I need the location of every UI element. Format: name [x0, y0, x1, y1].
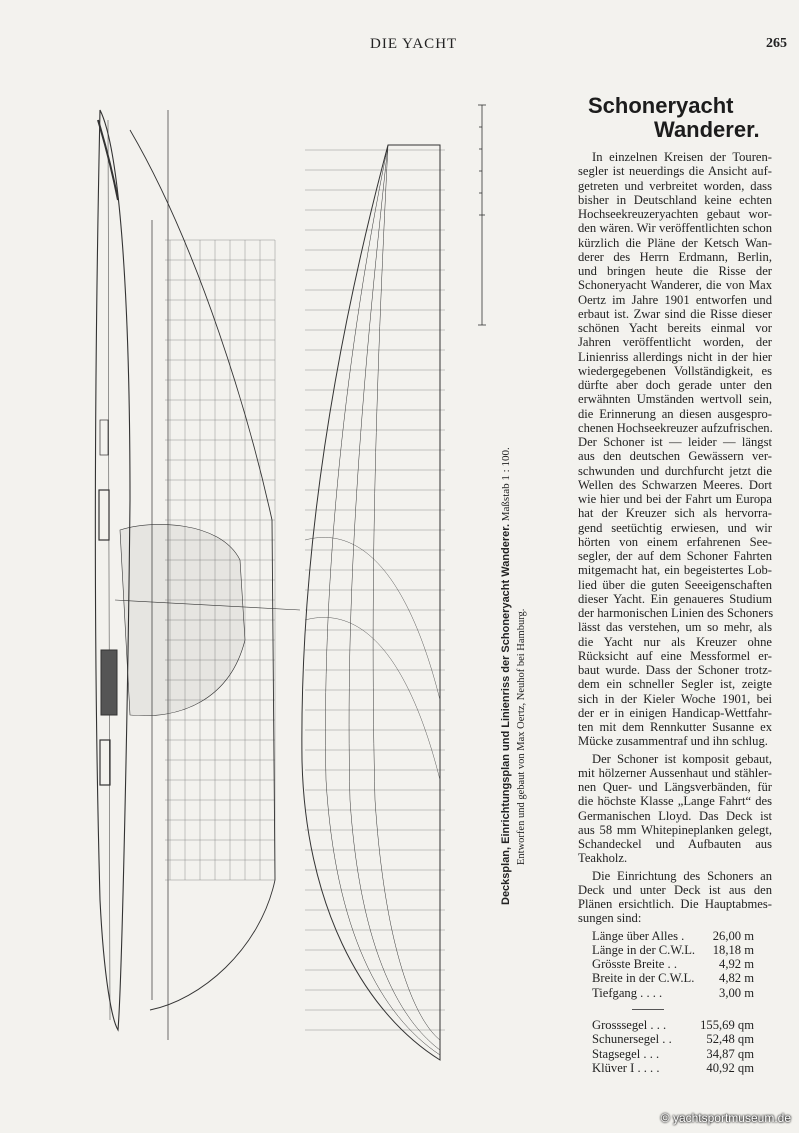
row-value: 155,69 qm — [700, 1017, 754, 1032]
row-value: 3,00 m — [719, 985, 754, 1000]
text-line: Plänen ersichtlich. Die Hauptabmes- — [578, 897, 772, 911]
text-line: sich in der Kieler Woche 1901, bei — [578, 691, 772, 706]
text-line: ten mit dem Rennkutter Susanne ex — [578, 720, 772, 734]
text-line: segler ist neuerdings die Ansicht auf- — [578, 164, 772, 179]
sails-row — [592, 1018, 754, 1032]
text-line: dieser Yacht. Ein genaueres Studium — [578, 591, 772, 606]
row-value: 52,48 qm — [706, 1032, 754, 1047]
row-label: Breite in der C.W.L. — [592, 971, 695, 986]
text-line: Der Schoner ist komposit gebaut, — [592, 751, 772, 766]
sails-row — [592, 1047, 754, 1061]
text-line: gend seetüchtig erwiesen, und wir — [578, 520, 772, 535]
text-line: hörten von einem erfahrenen See- — [578, 534, 772, 549]
paragraph — [578, 869, 772, 926]
text-line: Hochseekreuzeryachten gebaut wor- — [578, 207, 772, 221]
text-line: Schandeckel und Aufbauten aus — [578, 837, 772, 851]
dimensions-row — [592, 957, 754, 971]
text-line: hat der Kreuzer sich als hervorra- — [578, 506, 772, 521]
row-value: 40,92 qm — [706, 1060, 754, 1075]
text-line: kürzlich die Pläne der Ketsch Wan- — [578, 235, 772, 250]
text-line: die Erinnerung an diesen ausgespro- — [578, 406, 772, 421]
text-line: und bringen heute die Risse der — [578, 264, 772, 278]
caption-credit: Entworfen und gebaut von Max Oertz, Neuhof bei Hamburg. — [516, 608, 527, 865]
text-line: Rücksicht auf eine Messformel er- — [578, 648, 772, 663]
text-line: bisher in Deutschland keine echten — [578, 192, 772, 207]
text-line: Deck und unter Deck ist aus den — [578, 882, 772, 897]
text-line: segler, der auf dem Schoner Fahrten — [578, 549, 772, 563]
paragraph — [578, 150, 772, 749]
text-line: lässt das verstehen, um so mehr, als — [578, 620, 772, 635]
text-line: aus 58 mm Whitepineplanken gelegt, — [578, 822, 772, 837]
text-line: erwähnten Umständen wertvoll sein, — [578, 392, 772, 407]
text-line: Oertz im Jahre 1901 entworfen und — [578, 292, 772, 307]
row-value: 34,87 qm — [706, 1046, 754, 1061]
text-line: aus den deutschen Gewässern ver- — [578, 449, 772, 464]
row-label: Grosssegel . . . — [592, 1017, 667, 1032]
text-line: Teakholz. — [578, 851, 628, 866]
scale-bar — [478, 105, 486, 325]
text-line: dem ein schneller Segler ist, zeigte — [578, 677, 772, 692]
text-line: Linienriss allerdings nicht in der hier — [578, 349, 772, 364]
half-breadth-outline — [302, 145, 440, 1060]
row-value: 4,82 m — [719, 971, 754, 986]
sails-row — [592, 1032, 754, 1046]
running-title: DIE YACHT — [370, 36, 458, 52]
sails-row — [592, 1061, 754, 1075]
text-line: sungen sind: — [578, 911, 642, 926]
row-label: Tiefgang . . . . — [592, 985, 663, 1000]
text-line: Germanischen Lloyd. Das Deck ist — [578, 808, 772, 823]
article-column — [578, 150, 772, 1075]
caption-scale: Maßstab 1 : 100. — [500, 447, 512, 522]
text-line: getreten und verbreitet worden, dass — [578, 178, 772, 193]
text-line: In einzelnen Kreisen der Touren- — [592, 150, 772, 164]
text-line: Schoneryacht Wanderer, die von Max — [578, 278, 772, 293]
text-line: mit hölzerner Aussenhaut und stähler- — [578, 765, 772, 780]
text-line: dürfte aber doch gerade unter den — [578, 378, 772, 392]
row-label: Stagsegel . . . — [592, 1046, 660, 1061]
row-label: Schunersegel . . — [592, 1032, 672, 1047]
figure-caption — [500, 385, 528, 905]
text-line: lied über die guten Seeeigenschaften — [578, 577, 772, 592]
body-plan — [120, 524, 245, 715]
dimensions-row — [592, 929, 754, 943]
text-line: der er in einigen Handicap-Wettfahr- — [578, 705, 772, 720]
article-body — [578, 150, 772, 926]
text-line: der harmonischen Linien des Schoners — [578, 606, 774, 620]
text-line: den wären. Wir veröffentlichten schon — [578, 221, 772, 236]
text-line: nen Quer- und Längsverbänden, für — [578, 780, 772, 794]
text-line: mitgemacht hat, ein begeistertes Lob- — [578, 563, 772, 578]
text-line: chenen Hochseekreuzer aufzufrischen. — [578, 420, 773, 435]
text-line: Mücke zusammentraf und ihn schlug. — [578, 734, 768, 749]
article-title-line2: Wanderer. — [654, 117, 760, 142]
article-title-line1: Schoneryacht — [588, 93, 734, 118]
row-value: 26,00 m — [712, 928, 754, 943]
dimensions-row — [592, 971, 754, 985]
text-line: Jahren veröffentlicht worden, der — [578, 335, 772, 350]
text-line: wiedergegebenen Vollständigkeit, es — [578, 363, 772, 378]
page-number: 265 — [766, 36, 787, 51]
row-value: 18,18 m — [712, 942, 754, 957]
watermark: © yachtsportmuseum.de — [660, 1111, 791, 1125]
text-line: die höchste Klasse „Lange Fahrt“ des — [578, 794, 772, 809]
hatch — [100, 420, 108, 455]
row-label: Grösste Breite . . — [592, 957, 677, 972]
text-line: Der Schoner ist — leider — längst — [578, 435, 772, 449]
row-label: Länge über Alles . — [592, 928, 685, 943]
row-label: Länge in der C.W.L. — [592, 942, 696, 957]
text-line: schönen Yacht bereits einmal vor — [578, 321, 772, 335]
text-line: wie hier und bei der Fahrt um Europa — [578, 492, 772, 506]
paragraph — [578, 752, 772, 866]
deckhouse — [99, 490, 109, 540]
dimensions-row — [592, 986, 754, 1000]
text-line: Wellen des Schwarzen Meeres. Dort — [578, 477, 772, 492]
text-line: die Yacht nur als Kreuzer ohne — [578, 634, 772, 649]
text-line: baut wurde. Dass der Schoner trotz- — [578, 663, 772, 677]
caption-title: Decksplan, Einrichtungsplan und Linienriss der Schoneryacht Wanderer. — [500, 523, 512, 905]
text-line: schwunden und durchfurcht jetzt die — [578, 463, 772, 478]
dimensions-row — [592, 943, 754, 957]
dimensions-table — [592, 929, 772, 1076]
text-line: Die Einrichtung des Schoners an — [592, 868, 772, 883]
table-divider — [632, 1009, 664, 1010]
row-value: 4,92 m — [719, 957, 754, 972]
row-label: Klüver I . . . . — [592, 1060, 660, 1075]
text-line: derer des Herrn Erdmann, Berlin, — [578, 249, 772, 264]
text-line: erbaut ist. Zwar sind die Risse dieser — [578, 306, 772, 321]
deckhouse — [100, 740, 110, 785]
deckhouse — [101, 650, 117, 715]
